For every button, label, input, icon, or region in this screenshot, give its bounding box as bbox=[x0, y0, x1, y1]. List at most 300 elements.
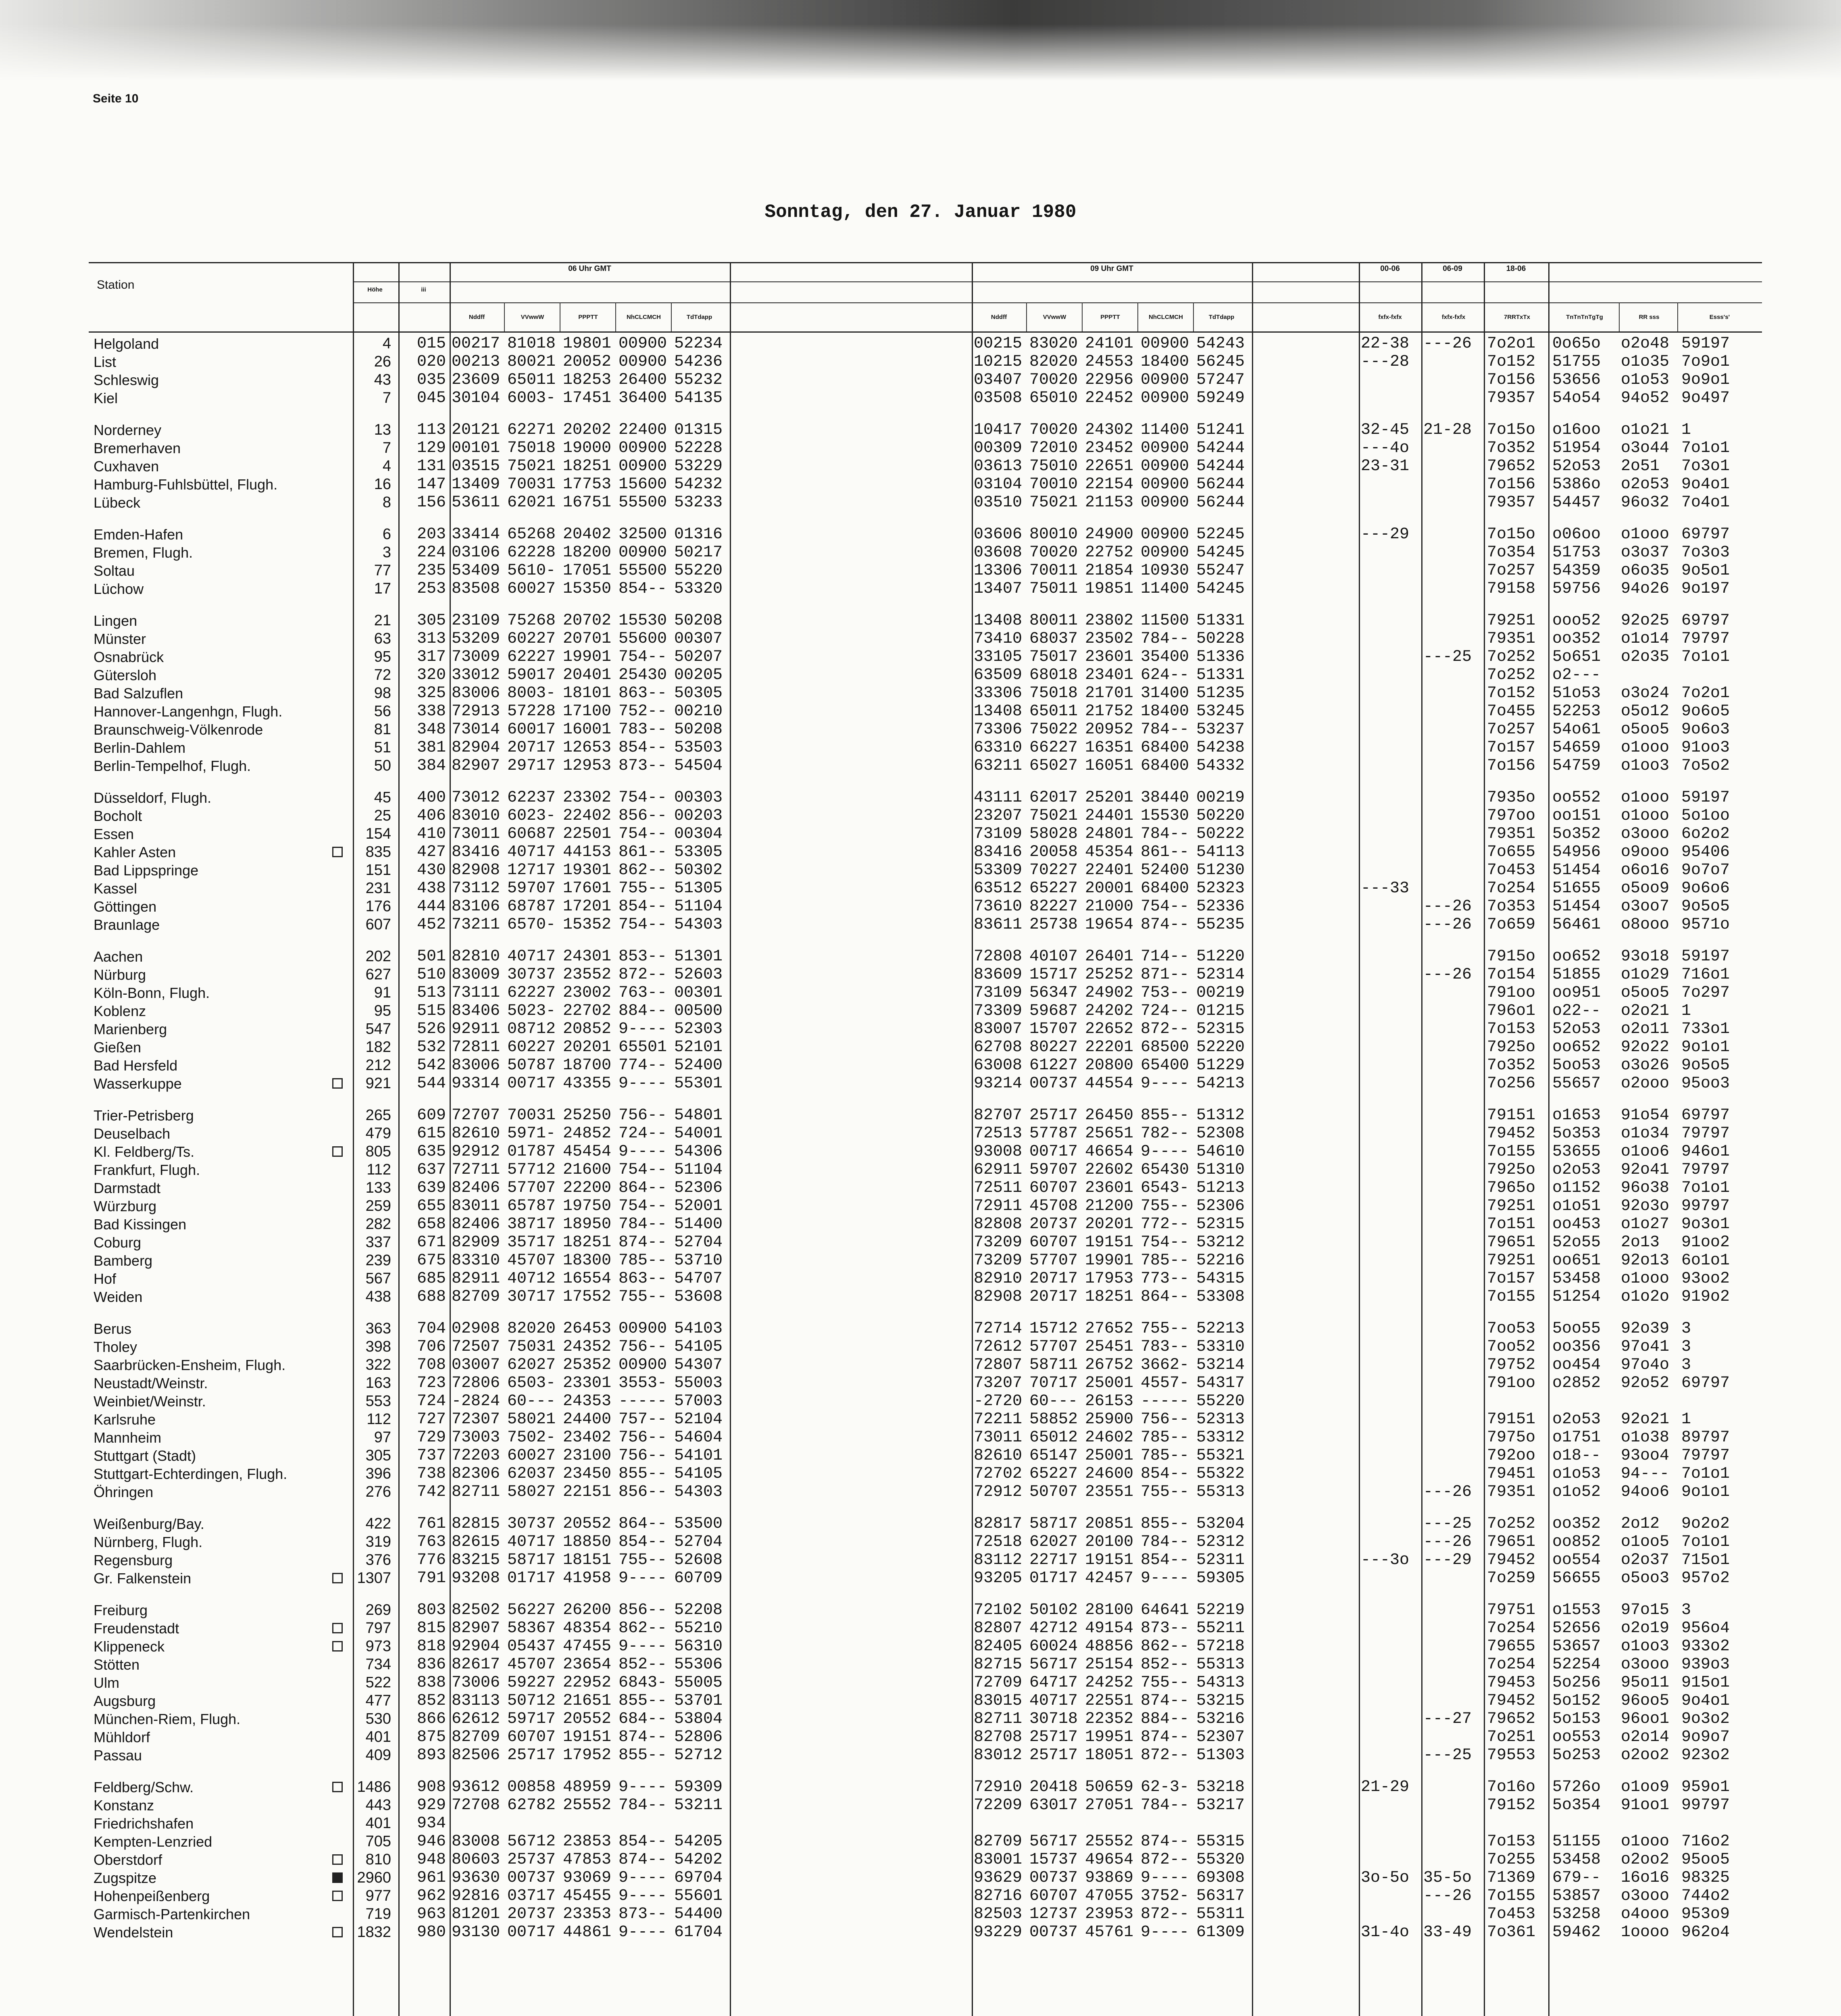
obs-06-value: 62227 bbox=[507, 984, 556, 1002]
station-name: Hannover-Langenhgn, Flugh. bbox=[94, 703, 283, 720]
obs-18-06-value: 52o55 bbox=[1552, 1233, 1601, 1252]
obs-09-value: 861-- bbox=[1141, 843, 1189, 861]
obs-09-value: 82405 bbox=[974, 1637, 1023, 1656]
station-number: 235 bbox=[417, 562, 446, 580]
gust-06-09: ---26 bbox=[1423, 1483, 1472, 1501]
obs-09-value: 00900 bbox=[1141, 457, 1189, 475]
table-row bbox=[89, 1270, 1762, 1288]
group-spacer bbox=[89, 598, 1762, 612]
obs-06-value: 44153 bbox=[563, 843, 612, 861]
obs-18-06-value: 79452 bbox=[1487, 1551, 1536, 1569]
table-row bbox=[89, 1106, 1762, 1125]
column-header: NhCLCMCH bbox=[627, 314, 661, 321]
obs-09-value: 19901 bbox=[1085, 1252, 1134, 1270]
column-header: iii bbox=[421, 286, 426, 293]
column-subrule bbox=[1082, 302, 1083, 331]
obs-09-value: 20418 bbox=[1029, 1778, 1078, 1796]
obs-06-value: 23353 bbox=[563, 1905, 612, 1923]
obs-09-value: 53308 bbox=[1196, 1288, 1245, 1306]
obs-18-06-value: 53656 bbox=[1552, 371, 1601, 389]
obs-18-06-value: 9o497 bbox=[1681, 389, 1730, 407]
obs-06-value: 01316 bbox=[674, 525, 723, 544]
station-name: Koblenz bbox=[94, 1003, 146, 1019]
obs-06-value: 52400 bbox=[674, 1056, 723, 1075]
obs-18-06-value: 92o3o bbox=[1621, 1197, 1670, 1215]
station-number: 113 bbox=[417, 421, 446, 439]
station-name: Lüchow bbox=[94, 581, 144, 597]
table-row bbox=[89, 1746, 1762, 1764]
column-subrule bbox=[671, 302, 672, 331]
table-row bbox=[89, 1569, 1762, 1587]
obs-09-value: 56317 bbox=[1196, 1887, 1245, 1905]
obs-06-value: 60027 bbox=[507, 1447, 556, 1465]
obs-09-value: 82808 bbox=[974, 1215, 1023, 1233]
obs-09-value: 22752 bbox=[1085, 544, 1134, 562]
station-number: 688 bbox=[417, 1288, 446, 1306]
obs-18-06-value: 92o22 bbox=[1621, 1038, 1670, 1056]
obs-09-value: 52313 bbox=[1196, 1410, 1245, 1429]
obs-18-06-value: oo652 bbox=[1552, 948, 1601, 966]
obs-18-06-value: 99797 bbox=[1681, 1796, 1730, 1814]
obs-09-value: 82817 bbox=[974, 1515, 1023, 1533]
obs-09-value: 9---- bbox=[1141, 1569, 1189, 1587]
obs-06-value: 54135 bbox=[674, 389, 723, 407]
obs-09-value: 56717 bbox=[1029, 1656, 1078, 1674]
obs-06-value: 82815 bbox=[452, 1515, 500, 1533]
obs-06-value: 52001 bbox=[674, 1197, 723, 1215]
obs-06-value: 48959 bbox=[563, 1778, 612, 1796]
station-number: 348 bbox=[417, 721, 446, 739]
obs-09-value: 40717 bbox=[1029, 1692, 1078, 1710]
obs-18-06-value: 92o39 bbox=[1621, 1320, 1670, 1338]
table-row bbox=[89, 739, 1762, 757]
obs-06-value: 52104 bbox=[674, 1410, 723, 1429]
gust-06-09: ---25 bbox=[1423, 1746, 1472, 1764]
obs-18-06-value: 7o156 bbox=[1487, 475, 1536, 494]
obs-18-06-value: 54457 bbox=[1552, 494, 1601, 512]
obs-06-value: 83215 bbox=[452, 1551, 500, 1569]
gust-06-09: ---26 bbox=[1423, 966, 1472, 984]
obs-06-value: 18151 bbox=[563, 1551, 612, 1569]
obs-06-value: 884-- bbox=[619, 1002, 667, 1020]
obs-18-06-value: 52254 bbox=[1552, 1656, 1601, 1674]
obs-09-value: 70717 bbox=[1029, 1374, 1078, 1392]
obs-06-value: 57712 bbox=[507, 1161, 556, 1179]
obs-18-06-value: 7o157 bbox=[1487, 739, 1536, 757]
obs-06-value: 50305 bbox=[674, 684, 723, 702]
station-number: 609 bbox=[417, 1106, 446, 1125]
obs-06-value: 9---- bbox=[619, 1869, 667, 1887]
obs-18-06-value: 7975o bbox=[1487, 1429, 1536, 1447]
obs-18-06-value: 7o361 bbox=[1487, 1923, 1536, 1941]
obs-18-06-value: o1ooo bbox=[1621, 739, 1670, 757]
obs-18-06-value: 7o152 bbox=[1487, 684, 1536, 702]
obs-09-value: 9---- bbox=[1141, 1869, 1189, 1887]
obs-09-value: 73309 bbox=[974, 1002, 1023, 1020]
obs-18-06-value: 7o453 bbox=[1487, 861, 1536, 879]
obs-06-value: 83009 bbox=[452, 966, 500, 984]
station-altitude: 322 bbox=[365, 1356, 391, 1373]
station-name: Wasserkuppe bbox=[94, 1075, 182, 1092]
obs-09-value: 82708 bbox=[974, 1728, 1023, 1746]
obs-18-06-value: 79351 bbox=[1487, 825, 1536, 843]
station-name: Kahler Asten bbox=[94, 844, 176, 860]
obs-18-06-value: 54759 bbox=[1552, 757, 1601, 775]
obs-06-value: 724-- bbox=[619, 1125, 667, 1143]
obs-06-value: 83006 bbox=[452, 684, 500, 702]
station-altitude: 7 bbox=[382, 389, 391, 406]
station-number: 893 bbox=[417, 1746, 446, 1764]
obs-06-value: 6023- bbox=[507, 807, 556, 825]
table-row bbox=[89, 1356, 1762, 1374]
obs-09-value: 40107 bbox=[1029, 948, 1078, 966]
station-name: Helgoland bbox=[94, 335, 159, 352]
station-number: 908 bbox=[417, 1778, 446, 1796]
obs-06-value: 82908 bbox=[452, 861, 500, 879]
obs-06-value: 24301 bbox=[563, 948, 612, 966]
station-number: 317 bbox=[417, 648, 446, 666]
station-number: 384 bbox=[417, 757, 446, 775]
obs-06-value: 23654 bbox=[563, 1656, 612, 1674]
obs-09-value: 772-- bbox=[1141, 1215, 1189, 1233]
obs-09-value: 45354 bbox=[1085, 843, 1134, 861]
obs-06-value: 5971- bbox=[507, 1125, 556, 1143]
obs-06-value: 54504 bbox=[674, 757, 723, 775]
obs-18-06-value: 9o3o2 bbox=[1681, 1710, 1730, 1728]
obs-09-value: 46654 bbox=[1085, 1143, 1134, 1161]
table-row bbox=[89, 684, 1762, 702]
obs-18-06-value: 51753 bbox=[1552, 544, 1601, 562]
obs-06-value: 861-- bbox=[619, 843, 667, 861]
obs-09-value: 26450 bbox=[1085, 1106, 1134, 1125]
station-number: 763 bbox=[417, 1533, 446, 1551]
station-name: List bbox=[94, 354, 117, 370]
obs-18-06-value: 97o4o bbox=[1621, 1356, 1670, 1374]
obs-06-value: 56227 bbox=[507, 1601, 556, 1619]
obs-18-06-value: 3 bbox=[1681, 1338, 1691, 1356]
station-number: 305 bbox=[417, 612, 446, 630]
obs-18-06-value: 959o1 bbox=[1681, 1778, 1730, 1796]
table-row bbox=[89, 1125, 1762, 1143]
obs-18-06-value: oo852 bbox=[1552, 1533, 1601, 1551]
obs-06-value: 56712 bbox=[507, 1833, 556, 1851]
obs-06-value: 874-- bbox=[619, 1233, 667, 1252]
obs-18-06-value: o5oo5 bbox=[1621, 721, 1670, 739]
obs-06-value: 50787 bbox=[507, 1056, 556, 1075]
obs-06-value: 853-- bbox=[619, 948, 667, 966]
obs-18-06-value: o1o53 bbox=[1621, 371, 1670, 389]
obs-18-06-value: 7o1o1 bbox=[1681, 1465, 1730, 1483]
obs-18-06-value: 7o155 bbox=[1487, 1887, 1536, 1905]
station-number: 961 bbox=[417, 1869, 446, 1887]
obs-06-value: 53710 bbox=[674, 1252, 723, 1270]
obs-06-value: 855-- bbox=[619, 1465, 667, 1483]
obs-06-value: 23450 bbox=[563, 1465, 612, 1483]
group-spacer bbox=[89, 1501, 1762, 1515]
obs-06-value: 59227 bbox=[507, 1674, 556, 1692]
obs-09-value: 784-- bbox=[1141, 825, 1189, 843]
square-icon bbox=[332, 1078, 343, 1089]
obs-18-06-value: o1553 bbox=[1552, 1601, 1601, 1619]
station-name: Bremerhaven bbox=[94, 440, 181, 456]
obs-06-value: 62037 bbox=[507, 1465, 556, 1483]
obs-18-06-value: 5o354 bbox=[1552, 1796, 1601, 1814]
obs-18-06-value: 5o152 bbox=[1552, 1692, 1601, 1710]
column-header: VVwwW bbox=[521, 314, 544, 321]
obs-09-value: 56347 bbox=[1029, 984, 1078, 1002]
obs-09-value: 75010 bbox=[1029, 457, 1078, 475]
table-row bbox=[89, 1161, 1762, 1179]
obs-18-06-value: oo352 bbox=[1552, 630, 1601, 648]
obs-09-value: 753-- bbox=[1141, 984, 1189, 1002]
obs-18-06-value: o1653 bbox=[1552, 1106, 1601, 1125]
obs-06-value: 65011 bbox=[507, 371, 556, 389]
obs-06-value: 58367 bbox=[507, 1619, 556, 1637]
obs-18-06-value: 51954 bbox=[1552, 439, 1601, 457]
table-row bbox=[89, 1002, 1762, 1020]
station-number: 510 bbox=[417, 966, 446, 984]
station-name: Stuttgart (Stadt) bbox=[94, 1447, 196, 1464]
station-altitude: 269 bbox=[365, 1602, 391, 1618]
obs-09-value: 56717 bbox=[1029, 1833, 1078, 1851]
station-name: Passau bbox=[94, 1747, 142, 1764]
obs-09-value: 73109 bbox=[974, 825, 1023, 843]
obs-09-value: 69308 bbox=[1196, 1869, 1245, 1887]
square-icon bbox=[332, 1927, 343, 1937]
obs-06-value: 81201 bbox=[452, 1905, 500, 1923]
obs-09-value: 50102 bbox=[1029, 1601, 1078, 1619]
obs-18-06-value: 79251 bbox=[1487, 1252, 1536, 1270]
obs-18-06-value: o1oo3 bbox=[1621, 1637, 1670, 1656]
obs-09-value: 43111 bbox=[974, 789, 1023, 807]
obs-18-06-value: 53857 bbox=[1552, 1887, 1601, 1905]
obs-09-value: 15530 bbox=[1141, 807, 1189, 825]
obs-09-value: 93629 bbox=[974, 1869, 1023, 1887]
obs-06-value: 45707 bbox=[507, 1252, 556, 1270]
station-number: 156 bbox=[417, 494, 446, 512]
obs-18-06-value: o3o37 bbox=[1621, 544, 1670, 562]
table-row bbox=[89, 1601, 1762, 1619]
obs-06-value: 59017 bbox=[507, 666, 556, 684]
station-number: 639 bbox=[417, 1179, 446, 1197]
station-number: 513 bbox=[417, 984, 446, 1002]
obs-18-06-value: o2oo2 bbox=[1621, 1851, 1670, 1869]
obs-06-value: 73111 bbox=[452, 984, 500, 1002]
obs-09-value: 63017 bbox=[1029, 1796, 1078, 1814]
obs-09-value: 25738 bbox=[1029, 916, 1078, 934]
station-altitude: 443 bbox=[365, 1797, 391, 1814]
obs-06-value: 3553- bbox=[619, 1374, 667, 1392]
obs-09-value: 51336 bbox=[1196, 648, 1245, 666]
obs-06-value: 82406 bbox=[452, 1215, 500, 1233]
obs-18-06-value: 51855 bbox=[1552, 966, 1601, 984]
obs-09-value: 93229 bbox=[974, 1923, 1023, 1941]
column-header: 7RRTxTx bbox=[1504, 314, 1531, 321]
obs-09-value: 58852 bbox=[1029, 1410, 1078, 1429]
obs-09-value: 00737 bbox=[1029, 1075, 1078, 1093]
obs-18-06-value: 53458 bbox=[1552, 1270, 1601, 1288]
obs-18-06-value: 79151 bbox=[1487, 1106, 1536, 1125]
obs-09-value: 60707 bbox=[1029, 1233, 1078, 1252]
obs-09-value: 31400 bbox=[1141, 684, 1189, 702]
obs-06-value: 83406 bbox=[452, 1002, 500, 1020]
obs-06-value: 863-- bbox=[619, 684, 667, 702]
obs-18-06-value: 7o156 bbox=[1487, 371, 1536, 389]
obs-18-06-value: 9o5o5 bbox=[1681, 898, 1730, 916]
obs-06-value: 863-- bbox=[619, 1270, 667, 1288]
obs-09-value: 03104 bbox=[974, 475, 1023, 494]
obs-06-value: 18200 bbox=[563, 544, 612, 562]
obs-18-06-value: 96o32 bbox=[1621, 494, 1670, 512]
station-name: Kiel bbox=[94, 390, 118, 406]
obs-06-value: 19301 bbox=[563, 861, 612, 879]
obs-09-value: 33306 bbox=[974, 684, 1023, 702]
obs-09-value: 70020 bbox=[1029, 371, 1078, 389]
station-name: Friedrichshafen bbox=[94, 1815, 194, 1832]
obs-18-06-value: 7o655 bbox=[1487, 843, 1536, 861]
obs-18-06-value: 91oo1 bbox=[1621, 1796, 1670, 1814]
obs-09-value: 65227 bbox=[1029, 879, 1078, 898]
obs-18-06-value: 79452 bbox=[1487, 1125, 1536, 1143]
table-row bbox=[89, 861, 1762, 879]
station-number: 452 bbox=[417, 916, 446, 934]
obs-09-value: 44554 bbox=[1085, 1075, 1134, 1093]
obs-18-06-value: 2o51 bbox=[1621, 457, 1660, 475]
obs-06-value: 53804 bbox=[674, 1710, 723, 1728]
obs-18-06-value: 79797 bbox=[1681, 1125, 1730, 1143]
obs-06-value: 70031 bbox=[507, 475, 556, 494]
obs-18-06-value: 91o54 bbox=[1621, 1106, 1670, 1125]
obs-18-06-value: 54o54 bbox=[1552, 389, 1601, 407]
obs-09-value: 64641 bbox=[1141, 1601, 1189, 1619]
obs-06-value: 83310 bbox=[452, 1252, 500, 1270]
obs-06-value: 00900 bbox=[619, 1356, 667, 1374]
obs-18-06-value: 51o53 bbox=[1552, 684, 1601, 702]
obs-06-value: 72913 bbox=[452, 702, 500, 721]
obs-06-value: 20402 bbox=[563, 525, 612, 544]
obs-18-06-value: 919o2 bbox=[1681, 1288, 1730, 1306]
station-number: 015 bbox=[417, 335, 446, 353]
obs-09-value: 20737 bbox=[1029, 1215, 1078, 1233]
obs-09-value: 20800 bbox=[1085, 1056, 1134, 1075]
obs-06-value: 69704 bbox=[674, 1869, 723, 1887]
obs-06-value: 16001 bbox=[563, 721, 612, 739]
station-name: Aachen bbox=[94, 948, 143, 965]
obs-09-value: 24202 bbox=[1085, 1002, 1134, 1020]
obs-18-06-value: 79357 bbox=[1487, 494, 1536, 512]
station-altitude: 17 bbox=[374, 580, 391, 597]
station-name: Hof bbox=[94, 1270, 117, 1287]
station-number: 253 bbox=[417, 580, 446, 598]
obs-18-06-value: 7o297 bbox=[1681, 984, 1730, 1002]
obs-18-06-value: o9ooo bbox=[1621, 843, 1670, 861]
obs-06-value: 82615 bbox=[452, 1533, 500, 1551]
obs-18-06-value: 7o257 bbox=[1487, 562, 1536, 580]
obs-18-06-value: 96oo5 bbox=[1621, 1692, 1670, 1710]
station-altitude: 3 bbox=[382, 544, 391, 561]
obs-06-value: 874-- bbox=[619, 1728, 667, 1746]
obs-09-value: 70020 bbox=[1029, 544, 1078, 562]
obs-09-value: 3752- bbox=[1141, 1887, 1189, 1905]
station-number: 615 bbox=[417, 1125, 446, 1143]
obs-18-06-value: 7o2o1 bbox=[1487, 335, 1536, 353]
obs-06-value: 93130 bbox=[452, 1923, 500, 1941]
station-altitude: 182 bbox=[365, 1039, 391, 1056]
obs-09-value: 24302 bbox=[1085, 421, 1134, 439]
station-altitude: 95 bbox=[374, 648, 391, 665]
obs-06-value: 00101 bbox=[452, 439, 500, 457]
obs-18-06-value: o1o29 bbox=[1621, 966, 1670, 984]
obs-18-06-value: 7o151 bbox=[1487, 1215, 1536, 1233]
obs-06-value: 784-- bbox=[619, 1796, 667, 1814]
obs-18-06-value: 59197 bbox=[1681, 335, 1730, 353]
station-altitude: 409 bbox=[365, 1747, 391, 1764]
obs-06-value: 55500 bbox=[619, 494, 667, 512]
table-row bbox=[89, 702, 1762, 721]
obs-06-value: 26400 bbox=[619, 371, 667, 389]
obs-06-value: 82020 bbox=[507, 1320, 556, 1338]
obs-09-value: 49654 bbox=[1085, 1851, 1134, 1869]
obs-09-value: 22956 bbox=[1085, 371, 1134, 389]
obs-06-value: 51104 bbox=[674, 898, 723, 916]
obs-06-value: 81018 bbox=[507, 335, 556, 353]
table-row bbox=[89, 612, 1762, 630]
obs-06-value: 17051 bbox=[563, 562, 612, 580]
obs-18-06-value: 79251 bbox=[1487, 1197, 1536, 1215]
obs-18-06-value: 79751 bbox=[1487, 1601, 1536, 1619]
obs-09-value: 874-- bbox=[1141, 916, 1189, 934]
obs-06-value: 52712 bbox=[674, 1746, 723, 1764]
obs-18-06-value: 53458 bbox=[1552, 1851, 1601, 1869]
obs-09-value: 25717 bbox=[1029, 1746, 1078, 1764]
obs-09-value: 73410 bbox=[974, 630, 1023, 648]
obs-06-value: 82506 bbox=[452, 1746, 500, 1764]
obs-06-value: 51400 bbox=[674, 1215, 723, 1233]
obs-09-value: 21701 bbox=[1085, 684, 1134, 702]
obs-06-value: 53229 bbox=[674, 457, 723, 475]
obs-06-value: 684-- bbox=[619, 1710, 667, 1728]
obs-06-value: 75268 bbox=[507, 612, 556, 630]
obs-09-value: 51303 bbox=[1196, 1746, 1245, 1764]
obs-09-value: 62017 bbox=[1029, 789, 1078, 807]
obs-18-06-value: 97o41 bbox=[1621, 1338, 1670, 1356]
obs-09-value: 884-- bbox=[1141, 1710, 1189, 1728]
obs-09-value: 45761 bbox=[1085, 1923, 1134, 1941]
station-altitude: 7 bbox=[382, 439, 391, 456]
station-number: 501 bbox=[417, 948, 446, 966]
obs-09-value: 12737 bbox=[1029, 1905, 1078, 1923]
gust-00-06: 32-45 bbox=[1361, 421, 1410, 439]
obs-18-06-value: 7925o bbox=[1487, 1161, 1536, 1179]
obs-18-06-value: o18-- bbox=[1552, 1447, 1601, 1465]
obs-18-06-value: o6o16 bbox=[1621, 861, 1670, 879]
obs-18-06-value: 79752 bbox=[1487, 1356, 1536, 1374]
station-number: 658 bbox=[417, 1215, 446, 1233]
station-name: Bad Salzuflen bbox=[94, 685, 183, 702]
obs-06-value: 9---- bbox=[619, 1637, 667, 1656]
table-row bbox=[89, 494, 1762, 512]
obs-06-value: 08712 bbox=[507, 1020, 556, 1038]
column-header: Nddff bbox=[991, 314, 1007, 321]
obs-09-value: 73209 bbox=[974, 1252, 1023, 1270]
obs-18-06-value: o1oo3 bbox=[1621, 757, 1670, 775]
obs-18-06-value: 9o3o1 bbox=[1681, 1215, 1730, 1233]
obs-06-value: 54707 bbox=[674, 1270, 723, 1288]
obs-09-value: 72911 bbox=[974, 1197, 1023, 1215]
obs-18-06-value: 53657 bbox=[1552, 1637, 1601, 1656]
obs-18-06-value: 5o352 bbox=[1552, 825, 1601, 843]
obs-06-value: 92816 bbox=[452, 1887, 500, 1905]
